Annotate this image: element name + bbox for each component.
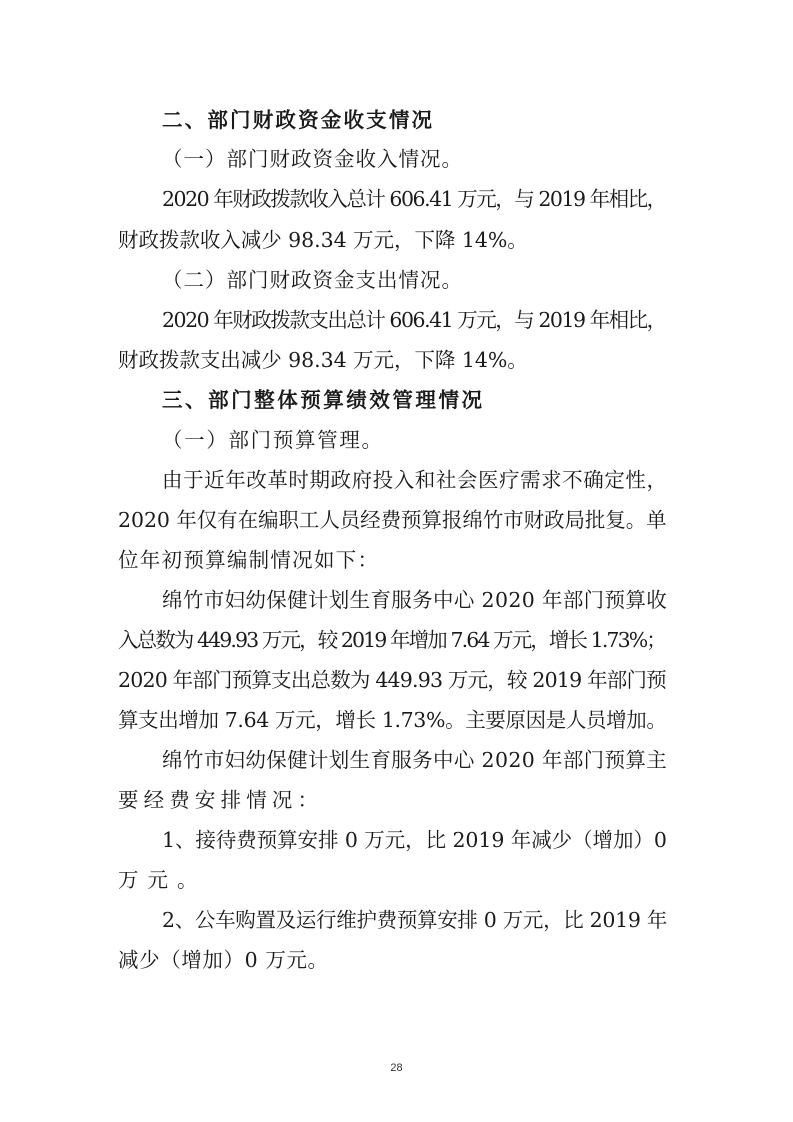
list-item: 1、接待费预算安排 0 万元，比 2019 年减少（增加）0	[162, 828, 667, 852]
paragraph-line: 位年初预算编制情况如下：	[118, 548, 380, 572]
section-heading-3: 三、部门整体预算绩效管理情况	[162, 388, 485, 412]
paragraph-line: 由于近年改革时期政府投入和社会医疗需求不确定性，	[162, 468, 668, 492]
paragraph-line: 算支出增加 7.64 万元，增长 1.73%。主要原因是人员增加。	[118, 708, 667, 732]
paragraph-line: 财政拨款支出减少 98.34 万元，下降 14%。	[118, 348, 528, 372]
list-item-continuation: 减少（增加）0 万元。	[118, 948, 329, 972]
paragraph-line: 绵竹市妇幼保健计划生育服务中心 2020 年部门预算收	[162, 588, 668, 612]
page-number: 28	[390, 1062, 403, 1074]
paragraph-line: 2020 年财政拨款收入总计 606.41 万元，与 2019 年相比，	[162, 187, 666, 211]
subsection-heading: （二）部门财政资金支出情况。	[162, 268, 463, 292]
paragraph-line: 入总数为 449.93 万元，较 2019 年增加 7.64 万元，增长 1.73%；	[118, 628, 665, 652]
paragraph-line: 要经费安排情况：	[118, 788, 324, 812]
section-heading-2: 二、部门财政资金收支情况	[162, 108, 435, 132]
paragraph-line: 绵竹市妇幼保健计划生育服务中心 2020 年部门预算主	[162, 748, 668, 772]
paragraph-line: 2020 年部门预算支出总数为 449.93 万元，较 2019 年部门预	[118, 668, 666, 692]
subsection-heading: （一）部门预算管理。	[162, 428, 384, 452]
paragraph-line: 2020 年仅有在编职工人员经费预算报绵竹市财政局批复。单	[118, 508, 667, 532]
paragraph-line: 财政拨款收入减少 98.34 万元，下降 14%。	[118, 228, 528, 252]
subsection-heading: （一）部门财政资金收入情况。	[162, 147, 463, 171]
list-item-continuation: 万元。	[118, 868, 207, 892]
paragraph-line: 2020 年财政拨款支出总计 606.41 万元，与 2019 年相比，	[162, 308, 666, 332]
list-item: 2、公车购置及运行维护费预算安排 0 万元，比 2019 年	[162, 908, 668, 932]
